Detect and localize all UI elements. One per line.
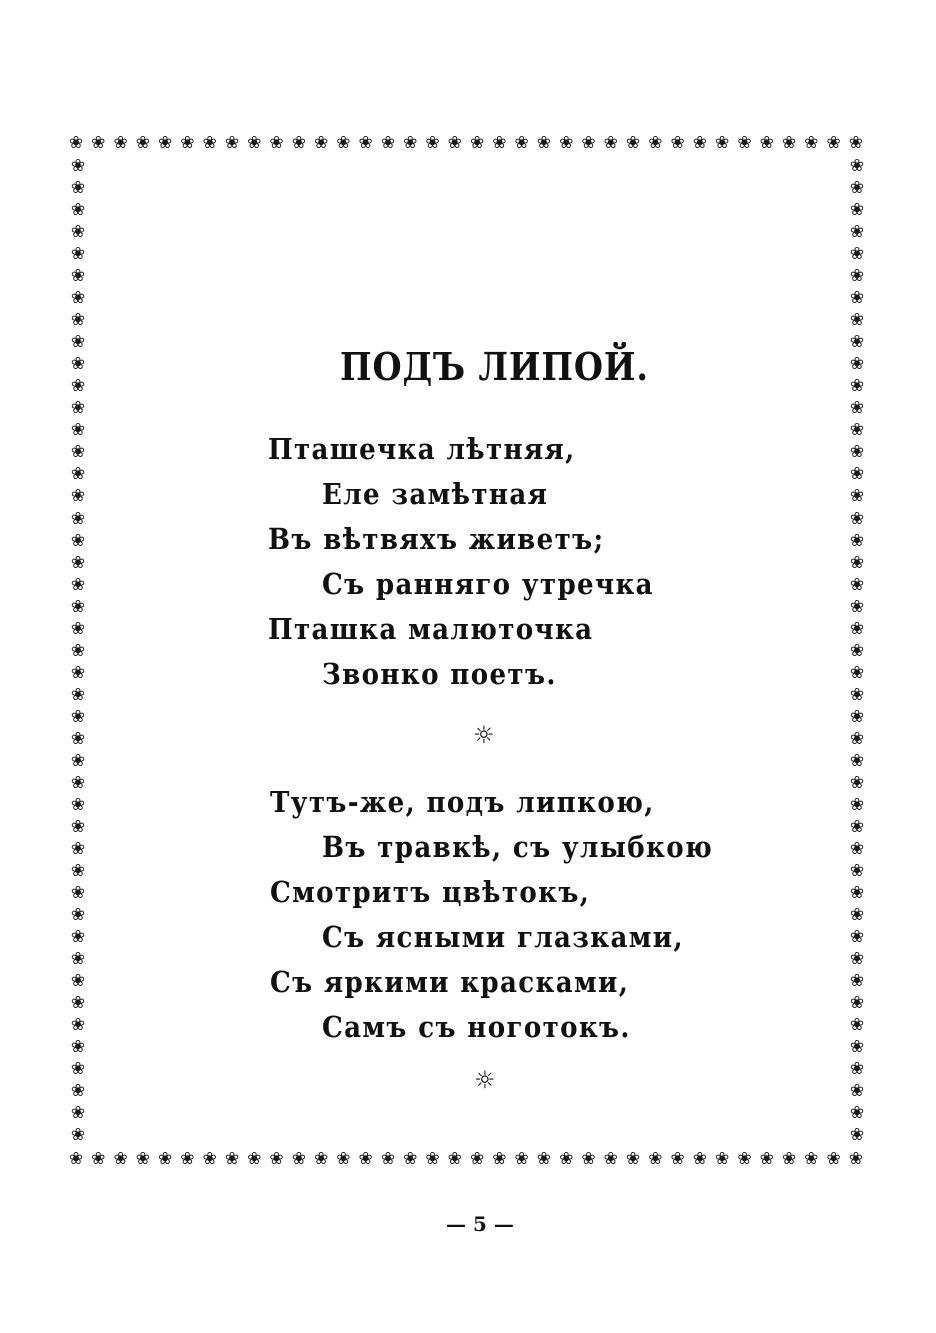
ornament-flower-icon: ❀: [670, 134, 685, 153]
ornament-flower-icon: ❀: [70, 442, 86, 463]
ornament-flower-icon: ❀: [70, 332, 86, 353]
ornament-flower-icon: ❀: [849, 376, 865, 397]
ornament-flower-icon: ❀: [692, 1150, 707, 1169]
ornamental-border-right: [845, 158, 869, 1148]
ornament-flower-icon: ❀: [70, 662, 86, 683]
ornament-flower-icon: ❀: [70, 464, 86, 485]
ornament-flower-icon: ❀: [559, 1150, 574, 1169]
ornament-flower-icon: ❀: [849, 1081, 865, 1102]
ornament-flower-icon: ❀: [70, 530, 86, 551]
ornament-flower-icon: ❀: [70, 728, 86, 749]
ornament-flower-icon: ❀: [70, 398, 86, 419]
ornament-flower-icon: ❀: [849, 442, 865, 463]
ornament-flower-icon: ❀: [70, 222, 86, 243]
poem-line: Пташка малюточка: [268, 612, 594, 646]
ornament-flower-icon: ❀: [70, 861, 86, 881]
ornament-flower-icon: ❀: [358, 1150, 373, 1169]
ornament-flower-icon: ❀: [737, 134, 752, 153]
ornament-flower-icon: ❀: [70, 486, 86, 507]
ornament-flower-icon: ❀: [70, 905, 86, 926]
ornament-flower-icon: ❀: [202, 134, 217, 153]
ornament-flower-icon: ❀: [70, 883, 86, 904]
ornament-flower-icon: ❀: [425, 1150, 440, 1169]
ornament-flower-icon: ❀: [403, 134, 418, 153]
ornament-flower-icon: ❀: [849, 640, 865, 661]
ornament-flower-icon: ❀: [247, 1150, 262, 1169]
ornamental-border-left: [66, 158, 90, 1148]
ornament-flower-icon: ❀: [91, 1150, 106, 1169]
ornament-flower-icon: ❀: [849, 816, 865, 837]
ornament-flower-icon: ❀: [849, 508, 865, 529]
poem-line: Съ ранняго утречка: [322, 567, 654, 601]
ornament-flower-icon: ❀: [759, 134, 774, 153]
poem-line: Съ яркими красками,: [270, 965, 630, 999]
ornament-flower-icon: ❀: [70, 574, 86, 595]
ornament-flower-icon: ❀: [781, 134, 797, 153]
ornament-flower-icon: ❀: [849, 883, 865, 904]
poem-line: Съ ясными глазками,: [322, 920, 684, 954]
ornament-flower-icon: ❀: [848, 1150, 863, 1169]
poem-line: Тутъ-же, подъ липкою,: [270, 785, 655, 819]
ornament-flower-icon: ❀: [849, 684, 865, 705]
ornament-flower-icon: ❀: [70, 949, 86, 970]
ornament-flower-icon: ❀: [269, 134, 284, 153]
poem-line: Смотритъ цвѣтокъ,: [270, 875, 591, 909]
ornament-flower-icon: ❀: [849, 398, 865, 419]
ornament-flower-icon: ❀: [70, 772, 86, 793]
ornament-flower-icon: ❀: [113, 1150, 128, 1169]
ornament-flower-icon: ❀: [849, 706, 865, 727]
ornament-flower-icon: ❀: [581, 1150, 596, 1169]
ornament-flower-icon: ❀: [447, 1150, 462, 1169]
ornament-flower-icon: ❀: [224, 1150, 240, 1169]
ornament-flower-icon: ❀: [849, 464, 865, 485]
ornament-flower-icon: ❀: [70, 838, 86, 859]
ornament-flower-icon: ❀: [849, 905, 865, 926]
ornament-flower-icon: ❀: [70, 288, 86, 309]
ornament-flower-icon: ❀: [849, 158, 865, 176]
ornament-flower-icon: ❀: [70, 420, 86, 441]
ornament-flower-icon: ❀: [849, 310, 865, 331]
ornament-flower-icon: ❀: [849, 927, 865, 948]
ornament-flower-icon: ❀: [469, 134, 485, 153]
ornament-flower-icon: ❀: [135, 1150, 150, 1169]
ornament-flower-icon: ❀: [313, 1150, 329, 1169]
ornament-flower-icon: ❀: [135, 134, 150, 153]
ornament-flower-icon: ❀: [70, 993, 86, 1014]
ornament-flower-icon: ❀: [625, 134, 641, 153]
ornament-flower-icon: ❀: [559, 134, 574, 153]
ornament-flower-icon: ❀: [70, 794, 86, 815]
ornament-flower-icon: ❀: [804, 134, 819, 153]
ornament-flower-icon: ❀: [603, 1150, 618, 1169]
poem-line: Звонко поетъ.: [322, 657, 557, 691]
ornament-flower-icon: ❀: [849, 266, 865, 287]
ornament-flower-icon: ❀: [70, 1081, 86, 1102]
ornament-flower-icon: ❀: [70, 310, 86, 331]
ornament-flower-icon: ❀: [849, 838, 865, 859]
ornament-flower-icon: ❀: [70, 552, 86, 573]
ornament-flower-icon: ❀: [849, 618, 865, 639]
ornament-flower-icon: ❀: [849, 971, 865, 992]
ornament-flower-icon: ❀: [68, 1150, 84, 1169]
ornament-flower-icon: ❀: [826, 134, 841, 153]
page-number: — 5 —: [446, 1212, 514, 1236]
ornament-flower-icon: ❀: [336, 134, 351, 153]
ornament-flower-icon: ❀: [247, 134, 262, 153]
ornament-flower-icon: ❀: [70, 640, 86, 661]
ornament-flower-icon: ❀: [291, 1150, 306, 1169]
ornament-flower-icon: ❀: [849, 1037, 865, 1058]
ornament-flower-icon: ❀: [447, 134, 462, 153]
ornament-flower-icon: ❀: [70, 706, 86, 727]
ornament-flower-icon: ❀: [849, 332, 865, 353]
ornament-flower-icon: ❀: [313, 134, 329, 153]
ornament-flower-icon: ❀: [70, 1059, 86, 1080]
ornament-flower-icon: ❀: [380, 1150, 396, 1169]
ornament-flower-icon: ❀: [536, 1150, 552, 1169]
ornament-flower-icon: ❀: [849, 772, 865, 793]
ornament-flower-icon: ❀: [70, 618, 86, 639]
ornament-flower-icon: ❀: [849, 552, 865, 573]
ornament-flower-icon: ❀: [849, 486, 865, 507]
ornament-flower-icon: ❀: [425, 134, 440, 153]
ornament-flower-icon: ❀: [581, 134, 596, 153]
end-separator-star: ☼: [474, 1066, 496, 1094]
ornament-flower-icon: ❀: [737, 1150, 752, 1169]
ornament-flower-icon: ❀: [68, 134, 84, 153]
poem-line: Въ вѣтвяхъ живетъ;: [268, 522, 605, 556]
ornament-flower-icon: ❀: [492, 134, 507, 153]
ornament-flower-icon: ❀: [849, 420, 865, 441]
ornament-flower-icon: ❀: [291, 134, 306, 153]
stanza-separator-star: ☼: [473, 721, 495, 749]
ornament-flower-icon: ❀: [848, 134, 863, 153]
ornament-flower-icon: ❀: [536, 134, 552, 153]
ornament-flower-icon: ❀: [70, 266, 86, 287]
ornament-flower-icon: ❀: [70, 1037, 86, 1058]
ornament-flower-icon: ❀: [715, 1150, 730, 1169]
ornament-flower-icon: ❀: [670, 1150, 685, 1169]
ornament-flower-icon: ❀: [158, 1150, 173, 1169]
ornament-flower-icon: ❀: [849, 596, 865, 617]
ornament-flower-icon: ❀: [358, 134, 373, 153]
ornament-flower-icon: ❀: [70, 1015, 86, 1036]
ornament-flower-icon: ❀: [781, 1150, 797, 1169]
ornament-flower-icon: ❀: [91, 134, 106, 153]
ornament-flower-icon: ❀: [514, 1150, 529, 1169]
ornament-flower-icon: ❀: [849, 288, 865, 309]
ornament-flower-icon: ❀: [113, 134, 128, 153]
ornament-flower-icon: ❀: [70, 1125, 86, 1146]
ornament-flower-icon: ❀: [269, 1150, 284, 1169]
ornament-flower-icon: ❀: [849, 728, 865, 749]
ornament-flower-icon: ❀: [849, 750, 865, 771]
ornament-flower-icon: ❀: [849, 1015, 865, 1036]
ornament-flower-icon: ❀: [70, 816, 86, 837]
ornament-flower-icon: ❀: [849, 222, 865, 243]
ornament-flower-icon: ❀: [70, 244, 86, 265]
ornament-flower-icon: ❀: [70, 750, 86, 771]
ornament-flower-icon: ❀: [692, 134, 707, 153]
poem-line: Самъ съ ноготокъ.: [322, 1010, 631, 1044]
ornamental-border-bottom: [66, 1150, 866, 1172]
ornament-flower-icon: ❀: [180, 134, 195, 153]
poem-title: ПОДЪ ЛИПОЙ.: [340, 344, 649, 389]
poem-line: Въ травкѣ, съ улыбкою: [322, 830, 714, 864]
ornament-flower-icon: ❀: [380, 134, 396, 153]
ornament-flower-icon: ❀: [403, 1150, 418, 1169]
ornament-flower-icon: ❀: [70, 178, 86, 199]
ornament-flower-icon: ❀: [70, 158, 86, 176]
ornament-flower-icon: ❀: [70, 354, 86, 375]
ornament-flower-icon: ❀: [849, 949, 865, 970]
ornament-flower-icon: ❀: [70, 596, 86, 617]
ornament-flower-icon: ❀: [70, 684, 86, 705]
poem-line: Еле замѣтная: [322, 477, 549, 511]
ornament-flower-icon: ❀: [849, 200, 865, 221]
ornament-flower-icon: ❀: [715, 134, 730, 153]
ornament-flower-icon: ❀: [849, 794, 865, 815]
ornament-flower-icon: ❀: [849, 574, 865, 595]
ornament-flower-icon: ❀: [158, 134, 173, 153]
ornament-flower-icon: ❀: [849, 1125, 865, 1146]
ornament-flower-icon: ❀: [849, 178, 865, 199]
ornament-flower-icon: ❀: [514, 134, 529, 153]
ornament-flower-icon: ❀: [625, 1150, 641, 1169]
ornament-flower-icon: ❀: [849, 354, 865, 375]
ornament-flower-icon: ❀: [603, 134, 618, 153]
ornament-flower-icon: ❀: [849, 1103, 865, 1124]
ornament-flower-icon: ❀: [804, 1150, 819, 1169]
ornament-flower-icon: ❀: [70, 1103, 86, 1124]
ornament-flower-icon: ❀: [826, 1150, 841, 1169]
ornament-flower-icon: ❀: [849, 861, 865, 881]
ornament-flower-icon: ❀: [849, 993, 865, 1014]
ornament-flower-icon: ❀: [648, 134, 663, 153]
ornament-flower-icon: ❀: [849, 662, 865, 683]
ornament-flower-icon: ❀: [70, 508, 86, 529]
ornament-flower-icon: ❀: [180, 1150, 195, 1169]
ornament-flower-icon: ❀: [849, 530, 865, 551]
ornamental-border-top: [66, 134, 866, 156]
ornament-flower-icon: ❀: [849, 1059, 865, 1080]
ornament-flower-icon: ❀: [202, 1150, 217, 1169]
ornament-flower-icon: ❀: [759, 1150, 774, 1169]
ornament-flower-icon: ❀: [849, 244, 865, 265]
ornament-flower-icon: ❀: [336, 1150, 351, 1169]
ornament-flower-icon: ❀: [70, 927, 86, 948]
poem-line: Пташечка лѣтняя,: [268, 432, 576, 466]
ornament-flower-icon: ❀: [224, 134, 240, 153]
ornament-flower-icon: ❀: [492, 1150, 507, 1169]
ornament-flower-icon: ❀: [70, 376, 86, 397]
ornament-flower-icon: ❀: [648, 1150, 663, 1169]
ornament-flower-icon: ❀: [70, 971, 86, 992]
ornament-flower-icon: ❀: [469, 1150, 485, 1169]
ornament-flower-icon: ❀: [70, 200, 86, 221]
